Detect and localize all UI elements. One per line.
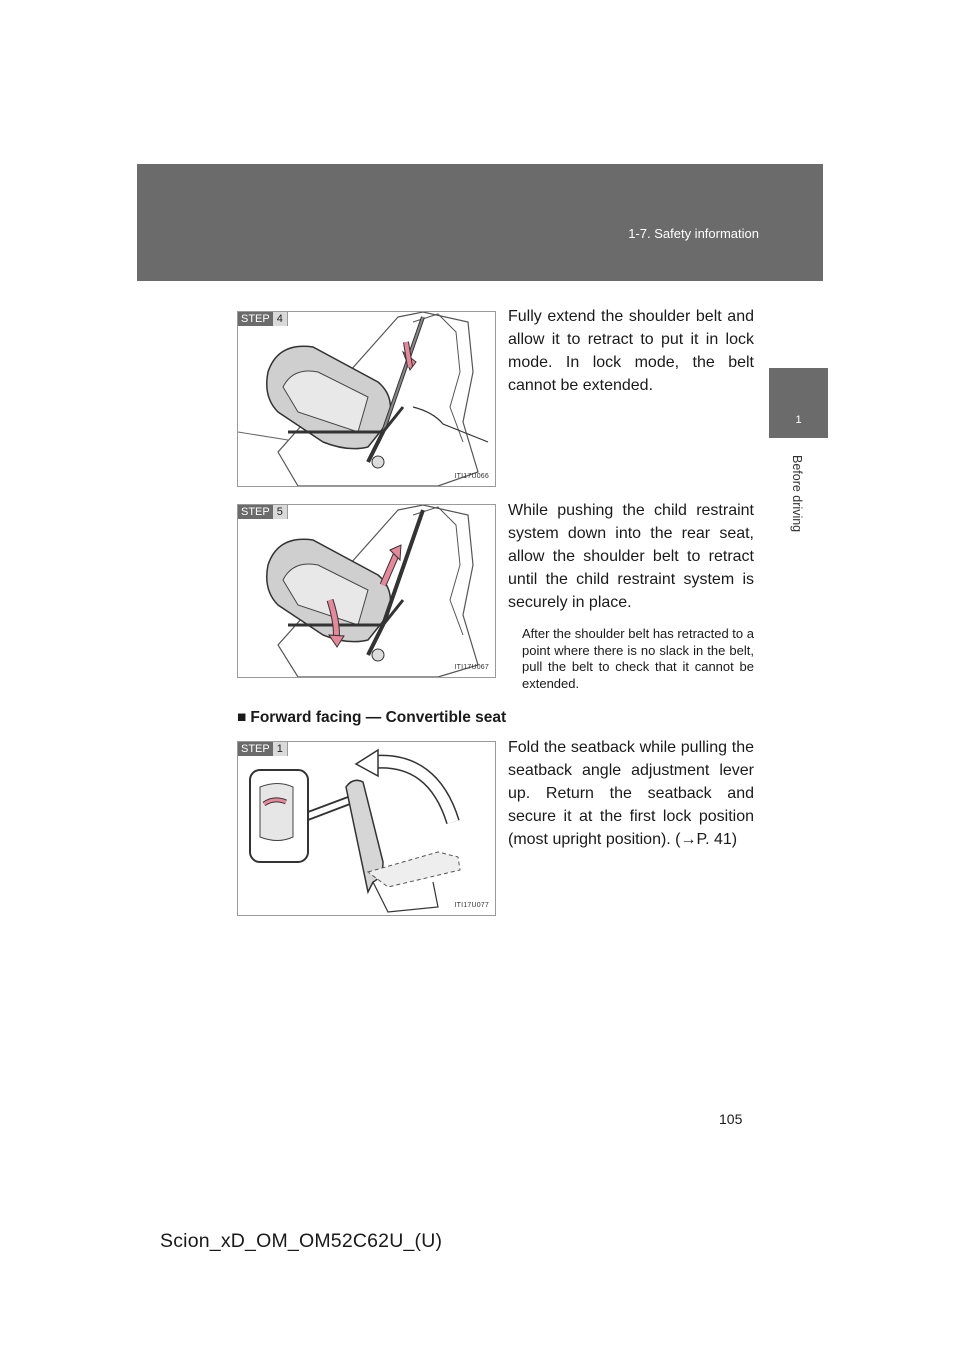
step5-note: After the shoulder belt has retracted to a point where there is no slack in the belt, pull the belt to check that it cannot be extended. — [522, 626, 754, 691]
step1-instructions: Fold the seatback while pulling the seatback angle adjustment lever up. Return the seatback and secure it at the first lock position (most upright position). (→P. 41) — [508, 739, 754, 848]
figure-code: ITI17U067 — [454, 664, 489, 671]
figure-step-1 — [237, 741, 496, 916]
square-bullet-icon: ■ — [237, 709, 247, 726]
figure-step-5 — [237, 504, 496, 678]
figure-code: ITI17U066 — [454, 473, 489, 480]
chapter-label: Before driving — [790, 455, 804, 533]
seatback-fold-illustration — [238, 742, 495, 915]
document-footer: Scion_xD_OM_OM52C62U_(U) — [160, 1230, 443, 1252]
child-seat-illustration-step5 — [238, 505, 495, 677]
step-badge: STEP 5 — [238, 505, 288, 519]
section-title: 1-7. Safety information — [628, 226, 759, 241]
figure-step-4 — [237, 311, 496, 487]
page-number: 105 — [719, 1111, 743, 1127]
step4-instructions: Fully extend the shoulder belt and allow it to retract to put it in lock mode. In lock mode, the belt cannot be extended. — [508, 308, 754, 394]
chapter-number: 1 — [795, 414, 802, 426]
step-badge: STEP 4 — [238, 312, 288, 326]
header-band — [137, 164, 823, 281]
chapter-tab — [769, 368, 828, 438]
child-seat-illustration-step4 — [238, 312, 495, 486]
section-subheading: ■ Forward facing — Convertible seat — [237, 709, 507, 726]
step-badge: STEP 1 — [238, 742, 288, 756]
step5-instructions: While pushing the child restraint system down into the rear seat, allow the shoulder belt to retract until the child restraint system is securely in place. — [508, 502, 754, 611]
figure-code: ITI17U077 — [454, 902, 489, 909]
